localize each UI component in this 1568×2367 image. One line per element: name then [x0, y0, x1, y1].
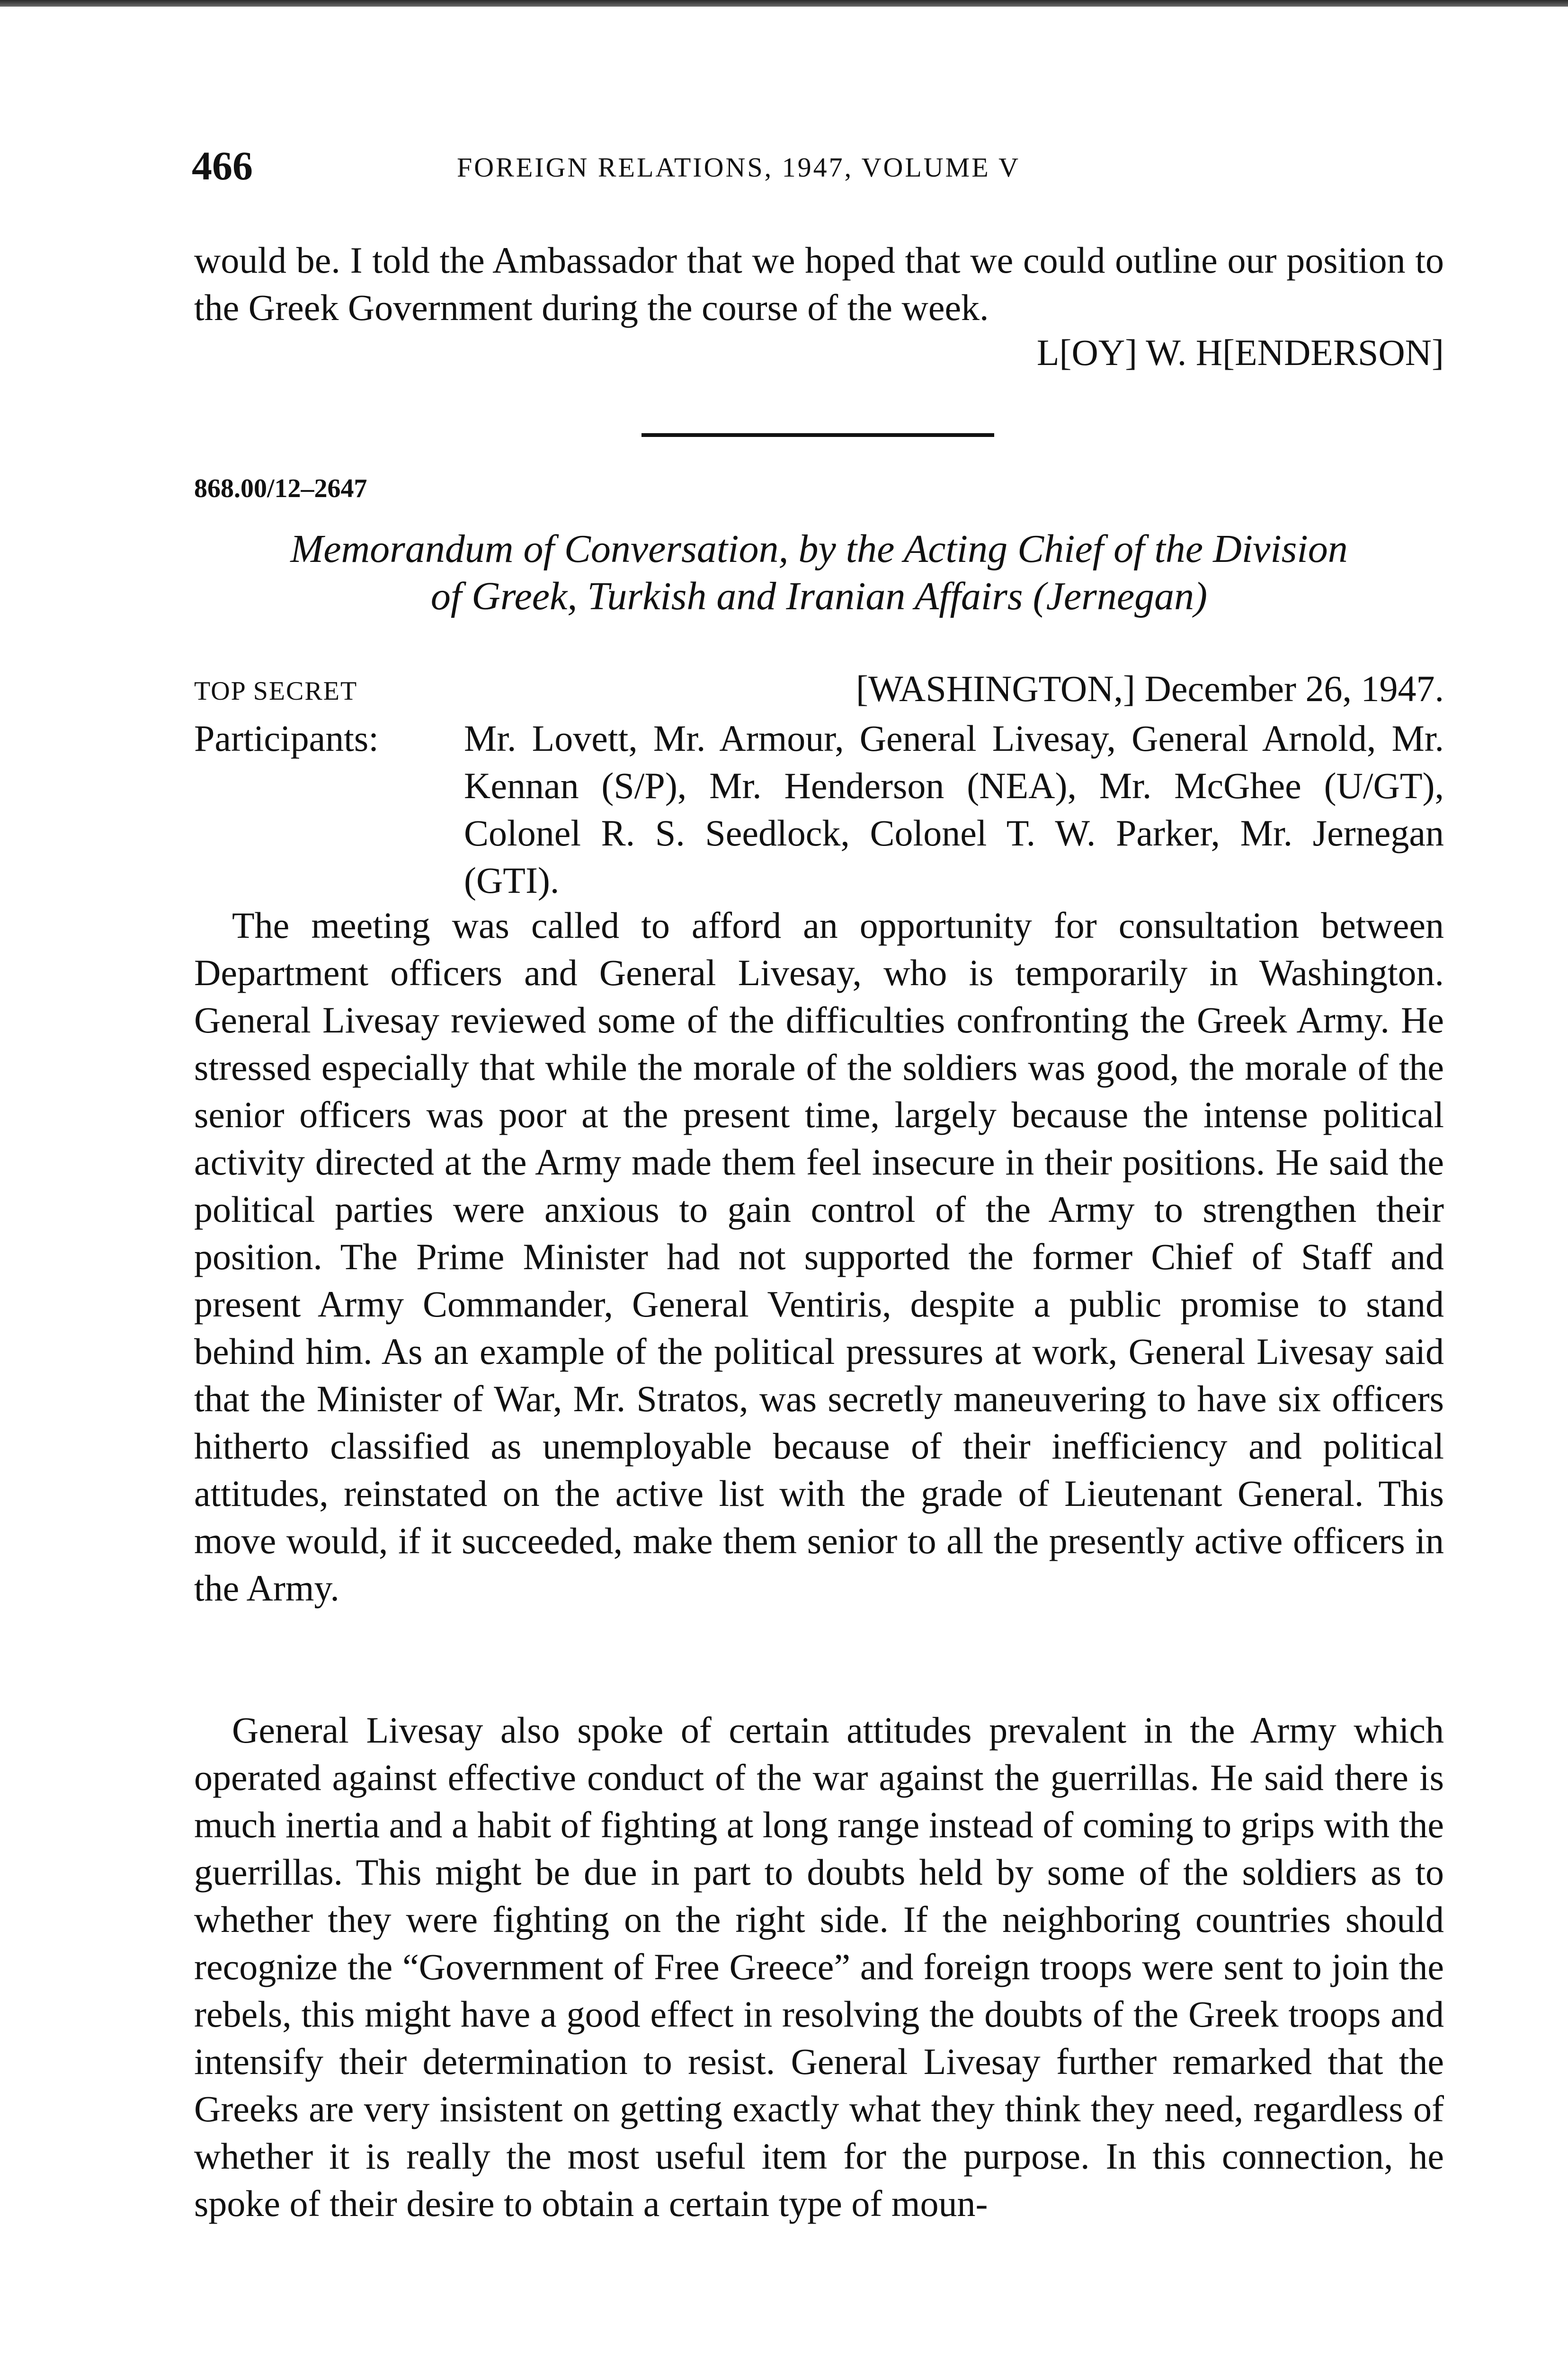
body-paragraph: General Livesay also spoke of certain attitudes prevalent in the Army which operated against effective conduct of the war against the guerrillas. He said there is much inertia and a habit of fighting at long range instead of coming to grips with the guerrillas. This might be due in part to doubts held by some of the soldiers as to whether they were fighting on the right side. If the neighboring countries should recognize the “Government of Free Greece” and foreign troops were sent to join the rebels, this might have a good effect in resolving the doubts of the Greek troops and intensify their determination to resist. General Livesay further remarked that the Greeks are very insistent on getting exactly what they think they need, regardless of whether it is really the most useful item for the purpose. In this connection, he spoke of their desire to obtain a certain type of moun-	[194, 1709, 1444, 2224]
classification-label: TOP SECRET	[194, 676, 358, 706]
section-divider	[641, 433, 994, 437]
continuation-text: would be. I told the Ambassador that we hoped that we could outline our position to the Greek Government during the course of the week.	[194, 240, 1444, 328]
document-meta	[194, 667, 1444, 715]
participants-label: Participants:	[194, 718, 379, 759]
title-line-1: Memorandum of Conversation, by the Acting Chief of the Division	[290, 527, 1348, 571]
participants-list: Mr. Lovett, Mr. Armour, General Livesay, General Arnold, Mr. Kennan (S/P), Mr. Henderson (NEA), Mr. McGhee (U/GT), Colonel R. S. Seedlock, Colonel T. W. Parker, Mr. Jernegan (GTI).	[464, 718, 1444, 901]
running-head: FOREIGN RELATIONS, 1947, VOLUME V	[457, 152, 1020, 183]
body-paragraph: The meeting was called to afford an opportunity for consultation between Department officers and General Livesay, who is temporarily in Washington. General Livesay reviewed some of the difficulties confronting the Greek Army. He stressed especially that while the morale of the soldiers was good, the morale of the senior officers was poor at the present time, largely because the intense political activity directed at the Army made them feel insecure in their positions. He said the political parties were anxious to gain control of the Army to strengthen their position. The Prime Minister had not supported the former Chief of Staff and present Army Commander, General Ventiris, despite a public promise to stand behind him. As an example of the political pressures at work, General Livesay said that the Minister of War, Mr. Stratos, was secretly maneuvering to have six officers hitherto classified as unemployable because of their inefficiency and political attitudes, reinstated on the active list with the grade of Lieutenant General. This move would, if it succeeded, make them senior to all the presently active officers in the Army.	[194, 905, 1444, 1609]
title-line-2: of Greek, Turkish and Iranian Affairs (Jernegan)	[430, 574, 1208, 618]
file-number: 868.00/12–2647	[194, 474, 367, 503]
top-border-rule	[0, 0, 1568, 7]
page-number: 466	[192, 143, 253, 188]
dateline: [WASHINGTON,] December 26, 1947.	[856, 668, 1444, 709]
signature: L[OY] W. H[ENDERSON]	[1036, 332, 1444, 373]
document-title	[194, 525, 1444, 620]
page-header	[192, 142, 1442, 194]
